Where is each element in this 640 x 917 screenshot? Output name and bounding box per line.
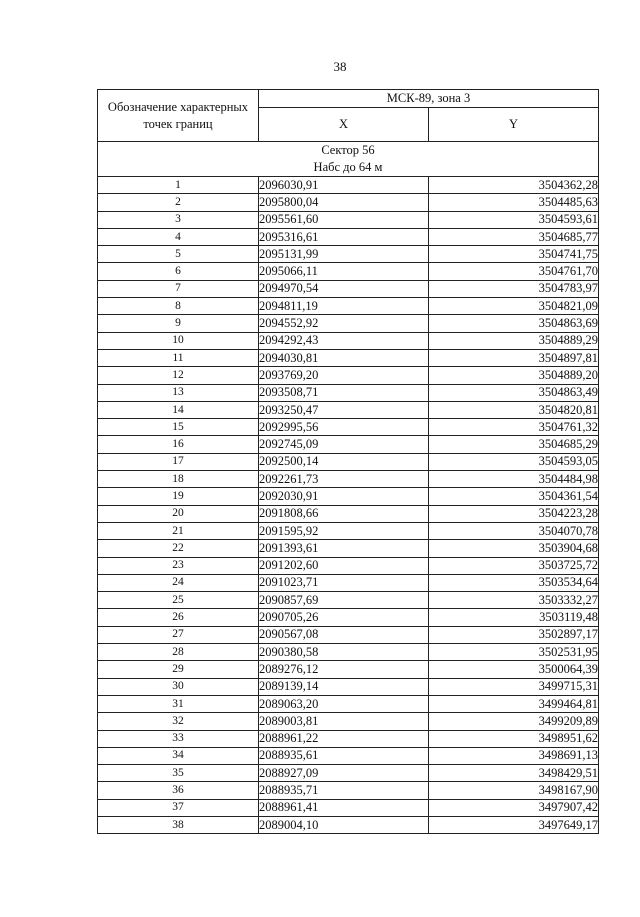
table-row <box>98 609 599 626</box>
x-coordinate-cell: 2092745,09 <box>259 436 429 453</box>
table-row <box>98 471 599 488</box>
x-coordinate-cell: 2090567,08 <box>259 626 429 643</box>
table-row <box>98 765 599 782</box>
point-number-cell: 24 <box>98 574 259 591</box>
table-row <box>98 592 599 609</box>
x-coordinate-cell: 2089139,14 <box>259 678 429 695</box>
y-coordinate-cell: 3504783,97 <box>429 280 599 297</box>
point-number-cell: 34 <box>98 747 259 764</box>
x-coordinate-cell: 2093769,20 <box>259 367 429 384</box>
table-row <box>98 298 599 315</box>
y-coordinate-cell: 3504889,29 <box>429 332 599 349</box>
point-number-cell: 9 <box>98 315 259 332</box>
table-row <box>98 695 599 712</box>
x-coordinate-cell: 2089276,12 <box>259 661 429 678</box>
table-row <box>98 194 599 211</box>
table-row <box>98 505 599 522</box>
y-coordinate-cell: 3504362,28 <box>429 177 599 194</box>
x-coordinate-cell: 2094030,81 <box>259 349 429 366</box>
table-row <box>98 419 599 436</box>
x-coordinate-cell: 2094552,92 <box>259 315 429 332</box>
point-number-cell: 36 <box>98 782 259 799</box>
coordinate-system-header: МСК-89, зона 3 <box>259 90 599 108</box>
x-coordinate-cell: 2092500,14 <box>259 453 429 470</box>
point-number-cell: 23 <box>98 557 259 574</box>
x-coordinate-cell: 2090380,58 <box>259 644 429 661</box>
y-coordinate-cell: 3499464,81 <box>429 695 599 712</box>
y-coordinate-cell: 3504070,78 <box>429 522 599 539</box>
point-number-cell: 1 <box>98 177 259 194</box>
point-number-cell: 31 <box>98 695 259 712</box>
y-coordinate-cell: 3504685,29 <box>429 436 599 453</box>
y-coordinate-cell: 3503904,68 <box>429 540 599 557</box>
y-coordinate-cell: 3504741,75 <box>429 246 599 263</box>
y-coordinate-cell: 3503119,48 <box>429 609 599 626</box>
sector-subtitle: Набс до 64 м <box>313 160 383 174</box>
y-coordinate-cell: 3504593,05 <box>429 453 599 470</box>
point-number-cell: 5 <box>98 246 259 263</box>
point-number-cell: 25 <box>98 592 259 609</box>
x-coordinate-cell: 2093508,71 <box>259 384 429 401</box>
point-number-cell: 33 <box>98 730 259 747</box>
y-coordinate-cell: 3498167,90 <box>429 782 599 799</box>
point-number-cell: 8 <box>98 298 259 315</box>
table-row <box>98 246 599 263</box>
point-number-cell: 4 <box>98 228 259 245</box>
coordinates-table <box>97 89 599 834</box>
x-coordinate-cell: 2092995,56 <box>259 419 429 436</box>
x-coordinate-cell: 2092030,91 <box>259 488 429 505</box>
table-row <box>98 730 599 747</box>
x-coordinate-cell: 2089003,81 <box>259 713 429 730</box>
designation-header: Обозначение характерных точек границ <box>98 90 259 142</box>
point-number-cell: 3 <box>98 211 259 228</box>
x-coordinate-cell: 2091023,71 <box>259 574 429 591</box>
point-number-cell: 27 <box>98 626 259 643</box>
y-column-header: Y <box>429 108 599 142</box>
y-coordinate-cell: 3497907,42 <box>429 799 599 816</box>
table-row <box>98 782 599 799</box>
y-coordinate-cell: 3504484,98 <box>429 471 599 488</box>
table-row <box>98 747 599 764</box>
point-number-cell: 17 <box>98 453 259 470</box>
point-number-cell: 38 <box>98 816 259 833</box>
table-body <box>98 142 599 834</box>
table-row <box>98 488 599 505</box>
point-number-cell: 16 <box>98 436 259 453</box>
y-coordinate-cell: 3498429,51 <box>429 765 599 782</box>
y-coordinate-cell: 3504593,61 <box>429 211 599 228</box>
x-coordinate-cell: 2093250,47 <box>259 401 429 418</box>
table-row <box>98 574 599 591</box>
y-coordinate-cell: 3503534,64 <box>429 574 599 591</box>
y-coordinate-cell: 3498691,13 <box>429 747 599 764</box>
y-coordinate-cell: 3502897,17 <box>429 626 599 643</box>
y-coordinate-cell: 3504485,63 <box>429 194 599 211</box>
x-coordinate-cell: 2089063,20 <box>259 695 429 712</box>
point-number-cell: 21 <box>98 522 259 539</box>
table-row <box>98 384 599 401</box>
y-coordinate-cell: 3504685,77 <box>429 228 599 245</box>
y-coordinate-cell: 3504863,49 <box>429 384 599 401</box>
x-coordinate-cell: 2095316,61 <box>259 228 429 245</box>
y-coordinate-cell: 3504223,28 <box>429 505 599 522</box>
y-coordinate-cell: 3504361,54 <box>429 488 599 505</box>
table-row <box>98 799 599 816</box>
y-coordinate-cell: 3503725,72 <box>429 557 599 574</box>
point-number-cell: 7 <box>98 280 259 297</box>
y-coordinate-cell: 3504821,09 <box>429 298 599 315</box>
x-coordinate-cell: 2095066,11 <box>259 263 429 280</box>
y-coordinate-cell: 3499715,31 <box>429 678 599 695</box>
y-coordinate-cell: 3499209,89 <box>429 713 599 730</box>
x-coordinate-cell: 2091202,60 <box>259 557 429 574</box>
y-coordinate-cell: 3504863,69 <box>429 315 599 332</box>
point-number-cell: 35 <box>98 765 259 782</box>
table-row <box>98 713 599 730</box>
table-row <box>98 453 599 470</box>
point-number-cell: 20 <box>98 505 259 522</box>
point-number-cell: 32 <box>98 713 259 730</box>
table-row <box>98 367 599 384</box>
y-coordinate-cell: 3504761,70 <box>429 263 599 280</box>
table-row <box>98 540 599 557</box>
point-number-cell: 2 <box>98 194 259 211</box>
point-number-cell: 12 <box>98 367 259 384</box>
x-coordinate-cell: 2088927,09 <box>259 765 429 782</box>
page-number: 38 <box>333 59 347 74</box>
table-row <box>98 211 599 228</box>
y-coordinate-cell: 3503332,27 <box>429 592 599 609</box>
y-coordinate-cell: 3504820,81 <box>429 401 599 418</box>
point-number-cell: 22 <box>98 540 259 557</box>
x-coordinate-cell: 2090705,26 <box>259 609 429 626</box>
table-row <box>98 332 599 349</box>
point-number-cell: 14 <box>98 401 259 418</box>
x-coordinate-cell: 2091595,92 <box>259 522 429 539</box>
x-coordinate-cell: 2088935,71 <box>259 782 429 799</box>
x-coordinate-cell: 2094292,43 <box>259 332 429 349</box>
point-number-cell: 30 <box>98 678 259 695</box>
table-row <box>98 280 599 297</box>
table-row <box>98 228 599 245</box>
point-number-cell: 10 <box>98 332 259 349</box>
table-row <box>98 401 599 418</box>
table-row <box>98 177 599 194</box>
table-row <box>98 263 599 280</box>
point-number-cell: 15 <box>98 419 259 436</box>
y-coordinate-cell: 3504889,20 <box>429 367 599 384</box>
x-coordinate-cell: 2094970,54 <box>259 280 429 297</box>
point-number-cell: 26 <box>98 609 259 626</box>
y-coordinate-cell: 3504761,32 <box>429 419 599 436</box>
point-number-cell: 11 <box>98 349 259 366</box>
point-number-cell: 28 <box>98 644 259 661</box>
table-row <box>98 315 599 332</box>
point-number-cell: 18 <box>98 471 259 488</box>
point-number-cell: 29 <box>98 661 259 678</box>
point-number-cell: 19 <box>98 488 259 505</box>
x-coordinate-cell: 2089004,10 <box>259 816 429 833</box>
y-coordinate-cell: 3500064,39 <box>429 661 599 678</box>
x-coordinate-cell: 2091393,61 <box>259 540 429 557</box>
x-coordinate-cell: 2095131,99 <box>259 246 429 263</box>
x-coordinate-cell: 2092261,73 <box>259 471 429 488</box>
x-coordinate-cell: 2090857,69 <box>259 592 429 609</box>
x-coordinate-cell: 2095800,04 <box>259 194 429 211</box>
x-coordinate-cell: 2095561,60 <box>259 211 429 228</box>
x-coordinate-cell: 2088935,61 <box>259 747 429 764</box>
point-number-cell: 13 <box>98 384 259 401</box>
table-row <box>98 436 599 453</box>
table-row <box>98 661 599 678</box>
table-row <box>98 522 599 539</box>
table-row <box>98 557 599 574</box>
x-column-header: X <box>259 108 429 142</box>
table-row <box>98 678 599 695</box>
x-coordinate-cell: 2088961,22 <box>259 730 429 747</box>
x-coordinate-cell: 2096030,91 <box>259 177 429 194</box>
sector-title: Сектор 56 <box>321 143 375 157</box>
y-coordinate-cell: 3502531,95 <box>429 644 599 661</box>
x-coordinate-cell: 2088961,41 <box>259 799 429 816</box>
x-coordinate-cell: 2091808,66 <box>259 505 429 522</box>
table-row <box>98 626 599 643</box>
table-row <box>98 644 599 661</box>
point-number-cell: 37 <box>98 799 259 816</box>
y-coordinate-cell: 3498951,62 <box>429 730 599 747</box>
x-coordinate-cell: 2094811,19 <box>259 298 429 315</box>
y-coordinate-cell: 3504897,81 <box>429 349 599 366</box>
sector-heading <box>98 142 599 177</box>
point-number-cell: 6 <box>98 263 259 280</box>
y-coordinate-cell: 3497649,17 <box>429 816 599 833</box>
table-row <box>98 349 599 366</box>
table-row <box>98 816 599 833</box>
